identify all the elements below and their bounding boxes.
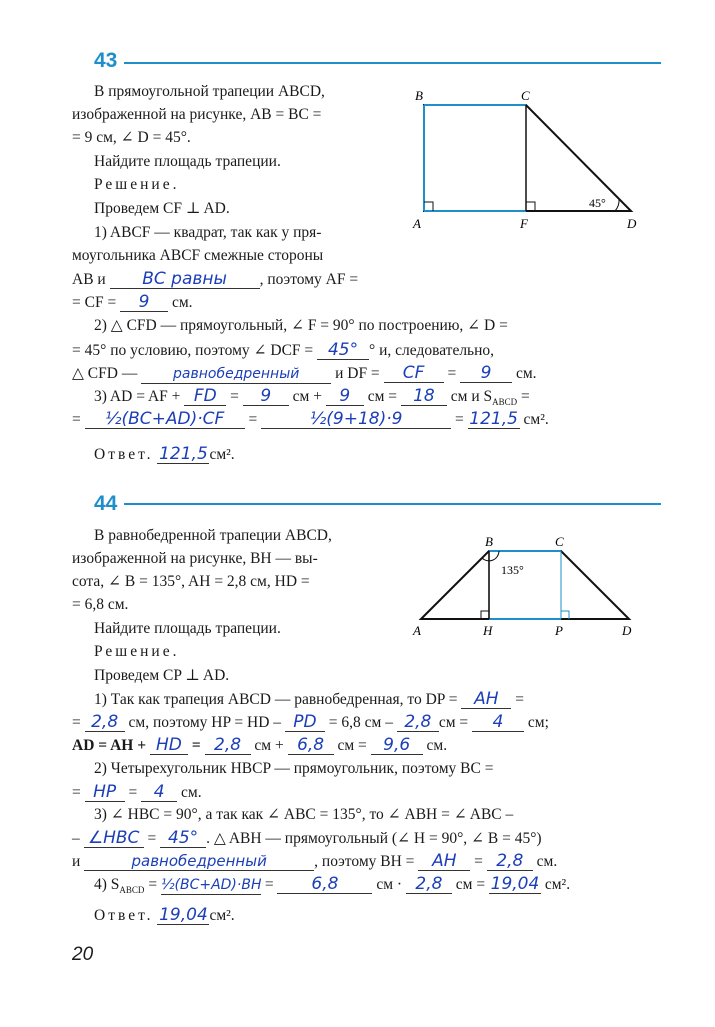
- p44-s1-line1: 1) Так как трапеция ABCD — равнобедренная, то DP = AH =: [94, 689, 524, 709]
- p44-answer-hp: 4: [472, 713, 524, 732]
- p44-label-b: B: [485, 534, 493, 549]
- p44-line2: изображенной на рисунке, BH — вы-: [72, 550, 318, 567]
- p44-label-d: D: [622, 623, 632, 638]
- p43-label-b: B: [415, 88, 423, 103]
- p43-step1-line1: 1) ABCF — квадрат, так как у пря-: [94, 224, 322, 241]
- p44-answer-ah: 2,8: [205, 736, 251, 755]
- p43-line1: В прямоугольной трапеции ABCD,: [94, 83, 325, 100]
- p44-s1-line3: AD = AH + HD = 2,8 см + 6,8 см = 9,6 см.: [72, 735, 448, 755]
- p44-area-formula: ½(BC+AD)·BH: [160, 877, 262, 893]
- p43-area-result: 121,5: [469, 409, 518, 429]
- p43-label-d: D: [627, 216, 637, 231]
- p43-right-angle-f: [526, 202, 535, 211]
- p44-answer-angle-hbc: ∠HBC: [84, 829, 144, 848]
- problem-44-rule: [124, 503, 661, 505]
- p44-area-result: 19,04: [490, 874, 540, 894]
- p43-angle-arc: [615, 199, 619, 211]
- p43-answer-df-value: 9: [460, 364, 512, 383]
- p44-answer-isosceles: равнобедренный: [84, 852, 314, 871]
- p44-area-base-sum: 6,8: [277, 875, 372, 894]
- p44-answer-bh-value: 2,8: [487, 852, 533, 871]
- p44-answer-dp: AH: [461, 690, 511, 709]
- p44-s1-line2: = 2,8 см, поэтому HP = HD – PD = 6,8 см – 2,8 см = 4 см;: [72, 712, 549, 732]
- p43-step3: 3) AD = AF + FD = 9 см + 9 см = 18 см и $S_{ABCD}$ =: [94, 386, 530, 408]
- p43-answer-sides: BC равны: [110, 270, 260, 289]
- p44-answer-pd-value: 2,8: [397, 713, 439, 732]
- p44-right-angle-h: [481, 611, 489, 619]
- p44-s3-line3: и равнобедренный , поэтому BH = AH = 2,8 см.: [72, 851, 558, 871]
- p43-label-f: F: [520, 216, 528, 231]
- p44-s3-line1: 3) ∠ HBC = 90°, а так как ∠ ABC = 135°, то ∠ ABH = ∠ ABC –: [94, 806, 514, 823]
- p43-step2-line3: △ CFD — равнобедренный и DF = CF = 9 см.: [72, 363, 537, 383]
- p43-solution-label: Решение.: [94, 176, 180, 193]
- p44-answer-angle-abh: 45°: [160, 829, 206, 848]
- page-number: 20: [72, 944, 94, 965]
- p44-question: Найдите площадь трапеции.: [94, 620, 281, 637]
- p43-right-angle-a: [424, 202, 433, 211]
- p44-area-height: 2,8: [406, 875, 452, 894]
- p44-label-h: H: [483, 623, 493, 638]
- p43-answer-value: 121,5: [159, 444, 208, 464]
- p43-answer-fd-value: 9: [326, 387, 364, 406]
- p44-right-angle-p: [561, 611, 569, 619]
- p43-answer-fd: FD: [184, 387, 226, 406]
- p44-s2-line2: = HP = 4 см.: [72, 782, 202, 802]
- p43-line3: = 9 см, ∠ D = 45°.: [72, 129, 191, 146]
- problem-43-rule: [124, 62, 661, 64]
- p43-answer-df: CF: [384, 364, 444, 383]
- p43-step2-line1: 2) △ CFD — прямоугольный, ∠ F = 90° по построению, ∠ D =: [94, 317, 508, 334]
- p43-step1-line3: AB и BC равны , поэтому AF =: [72, 269, 359, 289]
- p44-construct: Проведем CP ⊥ AD.: [94, 667, 230, 684]
- p44-label-c: C: [555, 534, 564, 549]
- p43-answer-angle-dcf: 45°: [317, 341, 369, 360]
- p44-answer-hd-value: 6,8: [288, 736, 334, 755]
- p43-step4: = ½(BC+AD)·CF = ½(9+18)·9 = 121,5 см².: [72, 409, 549, 429]
- p44-answer: Ответ. 19,04 см².: [94, 905, 235, 925]
- p44-answer-dp-value: 2,8: [85, 713, 125, 732]
- p43-label-a: A: [413, 216, 421, 231]
- p43-area-formula: ½(BC+AD)·CF: [85, 410, 245, 429]
- p44-label-a: A: [413, 623, 421, 638]
- problem-44-number: 44: [94, 492, 118, 515]
- p43-answer: Ответ. 121,5 см².: [94, 444, 235, 464]
- p43-answer-cf: 9: [120, 293, 168, 312]
- p44-line1: В равнобедренной трапеции ABCD,: [94, 527, 332, 544]
- p44-line4: = 6,8 см.: [72, 596, 129, 613]
- p43-label-c: C: [521, 88, 530, 103]
- p43-area-substitution: ½(9+18)·9: [261, 410, 451, 429]
- p43-question: Найдите площадь трапеции.: [94, 153, 281, 170]
- p44-answer-pd: PD: [285, 713, 325, 732]
- p44-answer-bh: AH: [418, 852, 470, 871]
- problem-43-number: 43: [94, 49, 118, 72]
- p44-s4: 4) $S_{ABCD}$ = ½(BC+AD)·BH = 6,8 см · 2,8 см = 19,04 см².: [94, 874, 571, 896]
- p43-construct: Проведем CF ⊥ AD.: [94, 200, 230, 217]
- p43-line2: изображенной на рисунке, AB = BC =: [72, 106, 322, 123]
- p43-step2-line2: = 45° по условию, поэтому ∠ DCF = 45° ° и, следовательно,: [72, 340, 495, 360]
- p44-figure: [405, 530, 650, 645]
- p43-step1-line4: = CF = 9 см.: [72, 292, 193, 312]
- p44-answer-value: 19,04: [159, 905, 208, 925]
- p44-s3-line2: – ∠HBC = 45° . △ ABH — прямоугольный (∠ H = 90°, ∠ B = 45°): [72, 828, 542, 848]
- p44-answer-bc: HP: [85, 783, 125, 802]
- p44-solution-label: Решение.: [94, 643, 180, 660]
- p44-trapezoid: [421, 551, 629, 619]
- p43-answer-ad: 18: [401, 387, 447, 406]
- p43-answer-isosceles: равнобедренный: [141, 365, 331, 384]
- p44-angle-label: 135°: [501, 563, 524, 577]
- p44-answer-ad: 9,6: [371, 736, 423, 755]
- p44-line3: сота, ∠ B = 135°, AH = 2,8 см, HD =: [72, 573, 310, 590]
- p44-answer-hd: HD: [150, 736, 188, 755]
- p43-figure: [405, 82, 650, 232]
- p44-s2-line1: 2) Четырехугольник HBCP — прямоугольник, поэтому BC =: [94, 760, 494, 777]
- p44-answer-bc-value: 4: [141, 783, 177, 802]
- p43-angle-label: 45°: [589, 196, 606, 210]
- p44-label-p: P: [555, 623, 563, 638]
- p43-step1-line2: моугольника ABCF смежные стороны: [72, 247, 324, 264]
- p43-answer-af: 9: [243, 387, 289, 406]
